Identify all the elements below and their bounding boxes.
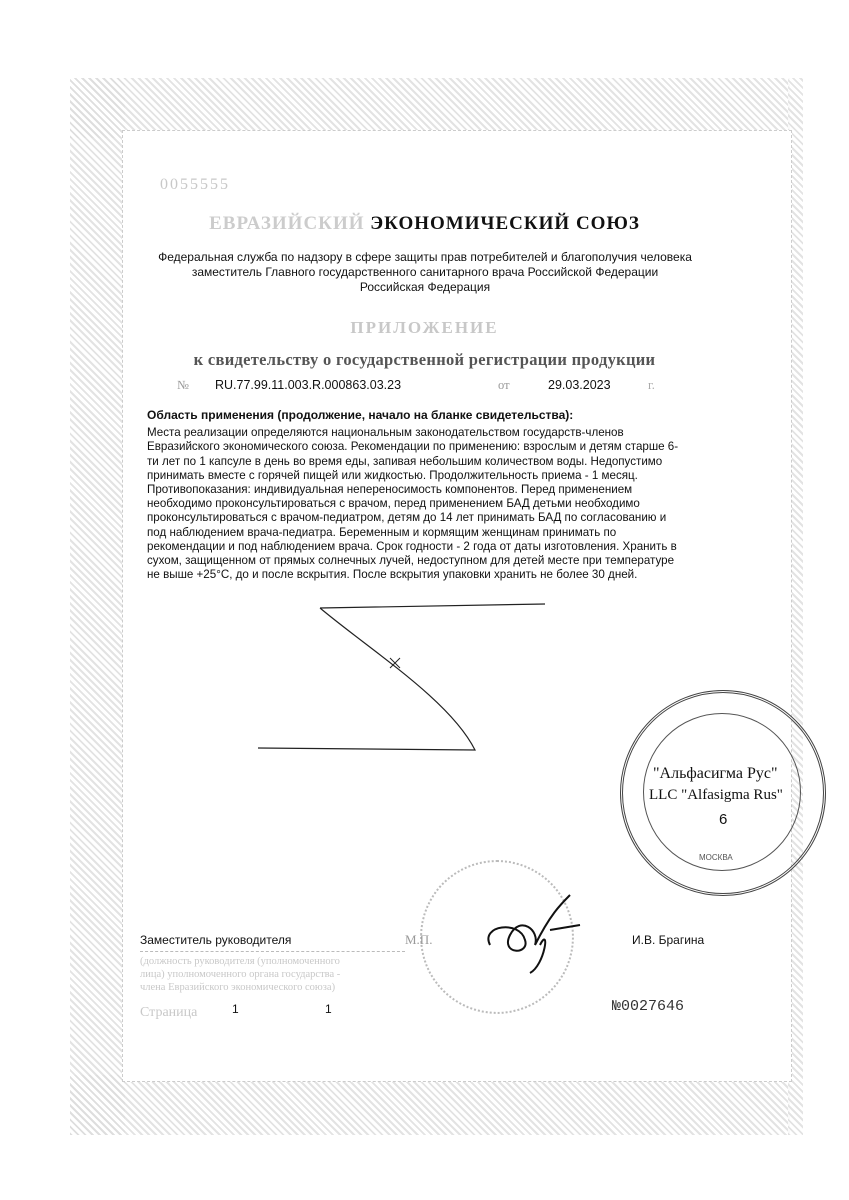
signer-name: И.В. Брагина xyxy=(632,933,705,947)
seal-label: М.П. xyxy=(405,932,433,947)
authority-line: Федеральная служба по надзору в сфере защиты прав потребителей и благополучия человека xyxy=(158,250,692,264)
number-label: № xyxy=(177,378,189,392)
signature xyxy=(480,885,590,975)
authority-block xyxy=(140,250,710,295)
year-suffix: г. xyxy=(648,378,655,392)
z-line-strikeout xyxy=(250,600,550,760)
stamp-line-2: LLC "Alfasigma Rus" xyxy=(649,787,783,803)
section-line: под наблюдением врача-педиатра. Беременным и кормящим женщинам принимать по xyxy=(147,525,617,539)
certificate-number: RU.77.99.11.003.R.000863.03.23 xyxy=(215,378,402,392)
caption-line: члена Евразийского экономического союза) xyxy=(140,982,336,993)
page-number: 1 xyxy=(232,1002,239,1016)
position-caption xyxy=(140,955,340,994)
authority-line: заместитель Главного государственного санитарного врача Российской Федерации xyxy=(191,265,659,279)
section-heading: Область применения (продолжение, начало на бланке свидетельства): xyxy=(147,408,574,422)
scope-section xyxy=(147,408,714,582)
union-title-main: ЭКОНОМИЧЕСКИЙ СОЮЗ xyxy=(370,213,640,234)
stamp-line-1: "Альфасигма Рус" xyxy=(653,765,778,782)
section-line: рекомендации и под наблюдением врача. Срок годности - 2 года от даты изготовления. Хранить в xyxy=(147,539,677,553)
union-title xyxy=(0,213,849,235)
date-label: от xyxy=(498,378,510,392)
section-line: не выше +25°С, до и после вскрытия. После вскрытия упаковки хранить не более 30 дней. xyxy=(147,568,638,582)
section-line: Места реализации определяются национальным законодательством государств-членов xyxy=(147,426,624,440)
section-line: принимать вместе с горячей пищей или жидкостью. Продолжительность приема - 1 месяц. xyxy=(147,468,638,482)
stamp-city: МОСКВА xyxy=(699,853,733,862)
border-left xyxy=(70,78,125,1135)
page-total: 1 xyxy=(325,1002,332,1016)
union-title-faint: ЕВРАЗИЙСКИЙ xyxy=(209,213,365,234)
appendix-subtitle: к свидетельству о государственной регистрации продукции xyxy=(193,350,656,369)
form-number: №0027646 xyxy=(612,998,685,1015)
authority-line: Российская Федерация xyxy=(359,280,491,294)
company-stamp xyxy=(620,690,826,896)
signer-position: Заместитель руководителя xyxy=(140,933,292,947)
section-line: Противопоказания: индивидуальная непереносимость компонентов. Перед применением xyxy=(147,483,633,497)
border-top xyxy=(70,78,790,138)
appendix-title: ПРИЛОЖЕНИЕ xyxy=(350,318,499,337)
caption-line: (должность руководителя (уполномоченного xyxy=(140,956,340,967)
section-line: сухом, защищенном от прямых солнечных лучей, недоступном для детей месте при температуре xyxy=(147,554,675,568)
certificate-date: 29.03.2023 xyxy=(548,378,611,392)
section-line: ти лет по 1 капсуле в день во время еды, запивая небольшим количеством воды. Недопустимо xyxy=(147,454,663,468)
page-label: Страница xyxy=(140,1005,198,1020)
caption-line: лица) уполномоченного органа государства - xyxy=(140,969,341,980)
stamp-number: 6 xyxy=(719,811,728,828)
signature-underline xyxy=(140,951,405,952)
section-line: необходимо проконсультироваться с врачом, перед применением БАД детьми необходимо xyxy=(147,497,640,511)
section-line: Евразийского экономического союза. Рекомендации по применению: взрослым и детям старше 6- xyxy=(147,440,679,454)
section-line: проконсультироваться с врачом-педиатром, детям до 14 лет принимать БАД по согласованию и xyxy=(147,511,667,525)
border-bottom xyxy=(70,1075,790,1135)
top-registration-number: 0055555 xyxy=(160,176,230,193)
